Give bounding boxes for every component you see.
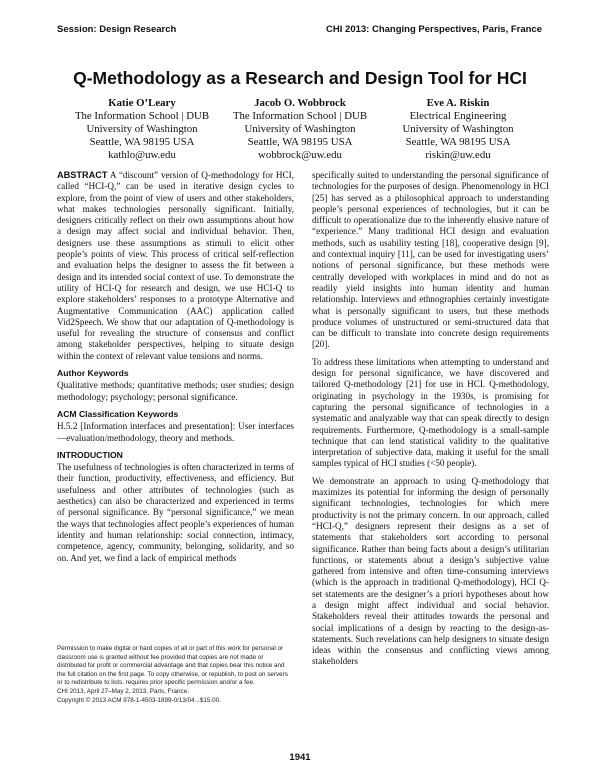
author-email: riskin@uw.edu [425, 149, 491, 161]
abstract-heading: ABSTRACT [57, 170, 108, 180]
author-location: Seattle, WA 98195 USA [89, 136, 195, 148]
author-email: wobbrock@uw.edu [258, 149, 342, 161]
author-block [62, 97, 222, 162]
page-number: 1941 [289, 752, 311, 763]
body-paragraph: specifically suited to understanding the personal significance of technologies for the purposes of design. Phenomenology in HCI [25] has served as a philosophical approach to understanding people’s personal experiences of technologies, but it can be difficult to operationalize due to the inherently elusive nature of “experience.” Many traditional HCI design and evaluation methods, such as usability testing [18], cooperative design [9], and contextual inquiry [11], can be used for investigating users’ notions of personal significance, but these methods were centrally developed with workplaces in mind and do not as readily yield insights into human identity and human relationship. Interviews and ethnographies certainly investigate what is personally significant to users, but these methods produce volumes of unstructured or semi-structured data that can be difficult to translate into concrete design requirements [20]. [312, 170, 549, 350]
paper-title: Q-Methodology as a Research and Design Tool for HCI [73, 68, 527, 88]
author-organization: University of Washington [402, 123, 514, 135]
author-email: kathlo@uw.edu [108, 149, 176, 161]
abstract-text: A “discount” version of Q-methodology for HCI, called “HCI-Q,” can be used in iterative design cycles to explore, from the point of view of users and other stakeholders, what makes technologies personally significant. Initially, designers critically reflect on their own assumptions about how a design may affect social and individual behavior. Then, designers use these assumptions as stimuli to elicit other people’s points of view. This process of critical self-reflection and evaluation helps the designer to assess the fit between a design and its intended social context of use. To demonstrate the utility of HCI-Q for research and design, we use HCI-Q to explore stakeholders’ responses to a prototype Alternative and Augmentative Communication (AAC) application called Vid2Speech. We show that our adaptation of Q-methodology is useful for revealing the structure of consensus and conflict among stakeholder perspectives, helping to situate design within the context of relevant value tensions and norms. [57, 170, 294, 361]
right-column [312, 170, 549, 674]
left-column [57, 170, 294, 570]
body-paragraph: To address these limitations when attempting to understand and design for personal significance, we have discovered and tailored Q-methodology [21] for use in HCI. Q-methodology, originating in psychology in the 1930s, is promising for capturing the personal significance of technologies in a systematic and analyzable way that can speak directly to design requirements. Furthermore, Q-methodology is a small-sample technique that can lend statistical validity to the qualitative interpretation of subjective data, making it useful for the small samples typical of HCI studies (<50 people). [312, 356, 549, 469]
copyright-notice: Copyright © 2013 ACM 978-1-4503-1899-0/13/04...$15.00. [57, 696, 221, 704]
body-paragraph: We demonstrate an approach to using Q-methodology that maximizes its potential for informing the design of personally significant technologies, technologies for which mere productivity is not the primary concern. In our approach, called “HCI-Q,” designers represent their designs as a set of statements that stakeholders sort according to personal significance. Rather than being facts about a design’s utilitarian functions, or statements about a design’s subjective value gathered from intensive and often time-consuming interviews (which is the approach in traditional Q-methodology), HCI Q-set statements are the designer’s a priori hypotheses about how a design might affect individual and social behavior. Stakeholders reveal their attitudes towards the personal and social implications of a design by reacting to the design-as-statements. Such revelations can help designers to situate design ideas within the consensus and conflicting views among stakeholders [312, 475, 549, 667]
author-affiliation: The Information School | DUB [232, 110, 368, 122]
author-organization: University of Washington [244, 123, 356, 135]
running-header-session: Session: Design Research [57, 24, 177, 35]
permission-block [57, 645, 294, 705]
author-organization: University of Washington [86, 123, 198, 135]
author-name: Eve A. Riskin [426, 97, 490, 109]
acm-heading: ACM Classification Keywords [57, 408, 179, 419]
introduction-heading: INTRODUCTION [57, 449, 123, 460]
author-affiliation: Electrical Engineering [409, 110, 507, 122]
running-header-conference: CHI 2013: Changing Perspectives, Paris, France [326, 24, 542, 35]
keywords-text: Qualitative methods; quantitative methods; user studies; design methodology; psychology; personal significance. [57, 380, 294, 402]
permission-notice: Permission to make digital or hard copies of all or part of this work for personal or classroom use is granted without fee provided that copies are not made or distributed for profit or commercial advantage and that copies bear this notice and the full citation on the first page. To copy otherwise, or republish, to post on servers or to redistribute to lists, requires prior specific permission and/or a fee. [57, 645, 288, 687]
introduction-text: The usefulness of technologies is often characterized in terms of their function, productivity, effectiveness, and efficiency. But usefulness and other attributes of technologies (such as aesthetics) can also be characterized and experienced in terms of personal significance. By “personal significance,” we mean the ways that technologies affect people’s experiences of human identity and human relationship: social connection, intimacy, competence, agency, community, belonging, solidarity, and so on. And yet, we find a lack of empirical methods [57, 462, 294, 563]
author-name: Katie O’Leary [108, 97, 176, 109]
keywords-heading: Author Keywords [57, 368, 129, 379]
author-block [378, 97, 538, 162]
author-block [220, 97, 380, 162]
conference-citation: CHI 2013, April 27–May 2, 2013, Paris, France. [57, 687, 189, 695]
author-location: Seattle, WA 98195 USA [405, 136, 511, 148]
acm-text: H.5.2 [Information interfaces and presentation]: User interfaces—evaluation/methodology, theory and methods. [57, 421, 294, 443]
abstract [57, 170, 294, 362]
author-location: Seattle, WA 98195 USA [247, 136, 353, 148]
author-affiliation: The Information School | DUB [74, 110, 210, 122]
author-name: Jacob O. Wobbrock [254, 97, 346, 109]
